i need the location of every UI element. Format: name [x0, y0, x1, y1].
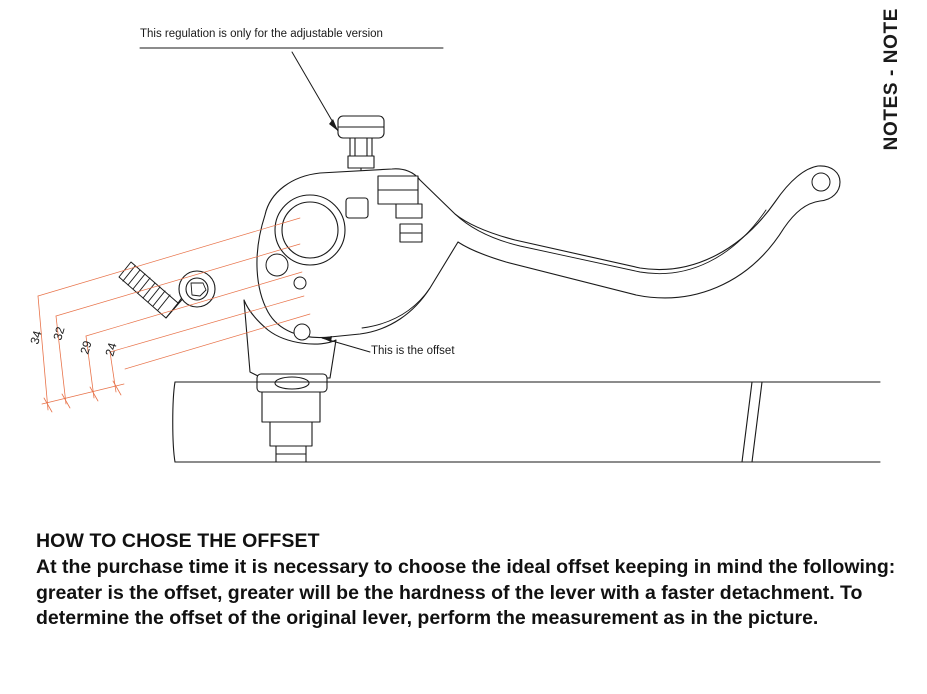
offset-adjuster-assembly	[119, 262, 215, 318]
instructions-block	[36, 530, 896, 632]
instructions-body: At the purchase time it is necessary to choose the ideal offset keeping in mind the following: greater is the offset, greater will be the hardness of the lever with a faster detachment. To determine the offset of the original lever, perform the measurement as in the picture.	[36, 556, 896, 630]
instructions-heading: HOW TO CHOSE THE OFFSET	[36, 530, 320, 552]
dimension-value-29: 29	[77, 339, 95, 356]
lever-body	[257, 166, 840, 338]
callout-adjustable-version: This regulation is only for the adjustable version	[140, 28, 383, 40]
callout-offset: This is the offset	[371, 345, 455, 357]
dimension-value-34: 34	[27, 329, 45, 346]
side-note-label: NOTES - NOTE	[881, 8, 902, 151]
dimension-value-24: 24	[102, 341, 120, 358]
callout-leader-adjustable	[140, 48, 443, 131]
dimension-value-32: 32	[50, 325, 68, 342]
lever-pivot-boss	[275, 195, 345, 265]
